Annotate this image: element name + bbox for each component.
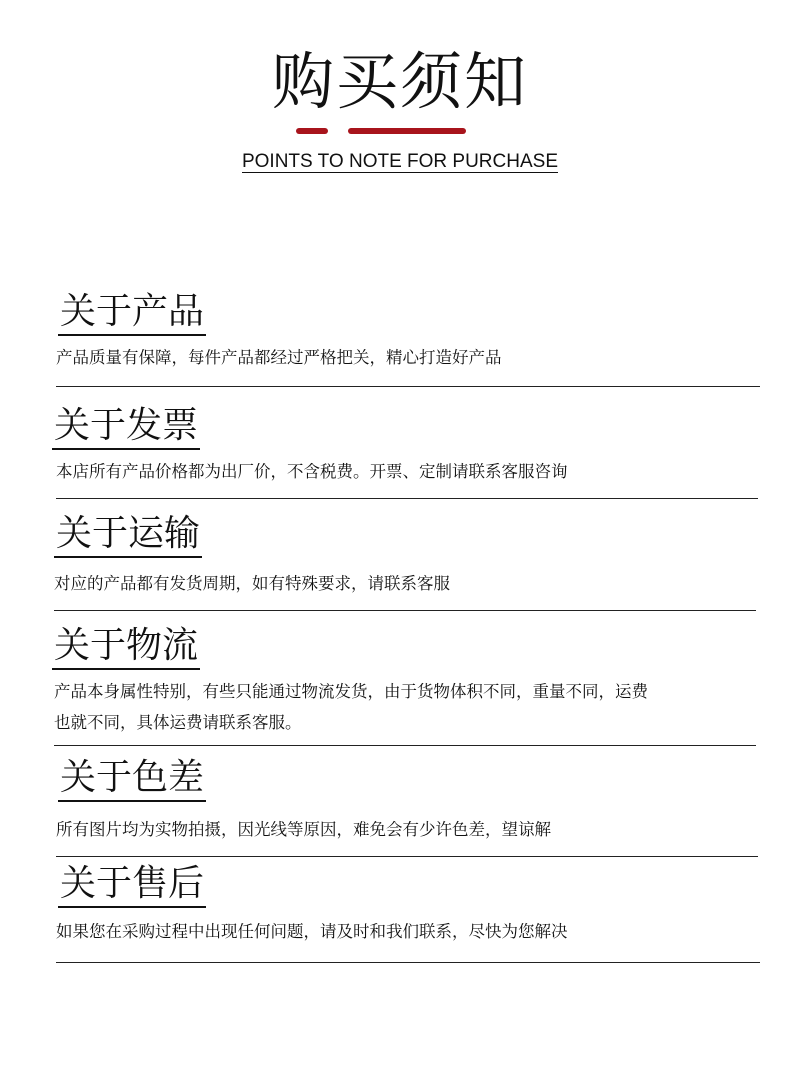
- section-divider: [54, 610, 756, 611]
- section-text: 产品本身属性特别，有些只能通过物流发货，由于货物体积不同，重量不同，运费: [54, 682, 648, 701]
- section-text: 如果您在采购过程中出现任何问题，请及时和我们联系，尽快为您解决: [56, 922, 568, 941]
- section-divider: [56, 498, 758, 499]
- section-heading: 关于色差: [58, 756, 206, 802]
- subtitle-text: POINTS TO NOTE FOR PURCHASE: [241, 151, 558, 172]
- main-title: 购买须知: [271, 45, 528, 118]
- section-heading: 关于运输: [54, 512, 202, 558]
- section-divider: [56, 856, 758, 857]
- section-text: 也就不同，具体运费请联系客服。: [54, 713, 302, 732]
- section-heading: 关于产品: [58, 290, 206, 336]
- title-decoration-short: [296, 128, 328, 134]
- title-decoration-long: [348, 128, 466, 134]
- section-text: 产品质量有保障，每件产品都经过严格把关，精心打造好产品: [56, 348, 502, 367]
- section-divider: [56, 386, 760, 387]
- section-heading: 关于物流: [52, 624, 200, 670]
- section-heading: 关于售后: [58, 862, 206, 908]
- subtitle: [0, 150, 800, 174]
- section-text: 对应的产品都有发货周期，如有特殊要求，请联系客服: [54, 574, 450, 593]
- section-heading: 关于发票: [52, 404, 200, 450]
- section-text: 本店所有产品价格都为出厂价，不含税费。开票、定制请联系客服咨询: [56, 462, 568, 481]
- section-text: 所有图片均为实物拍摄，因光线等原因，难免会有少许色差，望谅解: [56, 820, 551, 839]
- section-divider: [54, 745, 756, 746]
- section-divider: [56, 962, 760, 963]
